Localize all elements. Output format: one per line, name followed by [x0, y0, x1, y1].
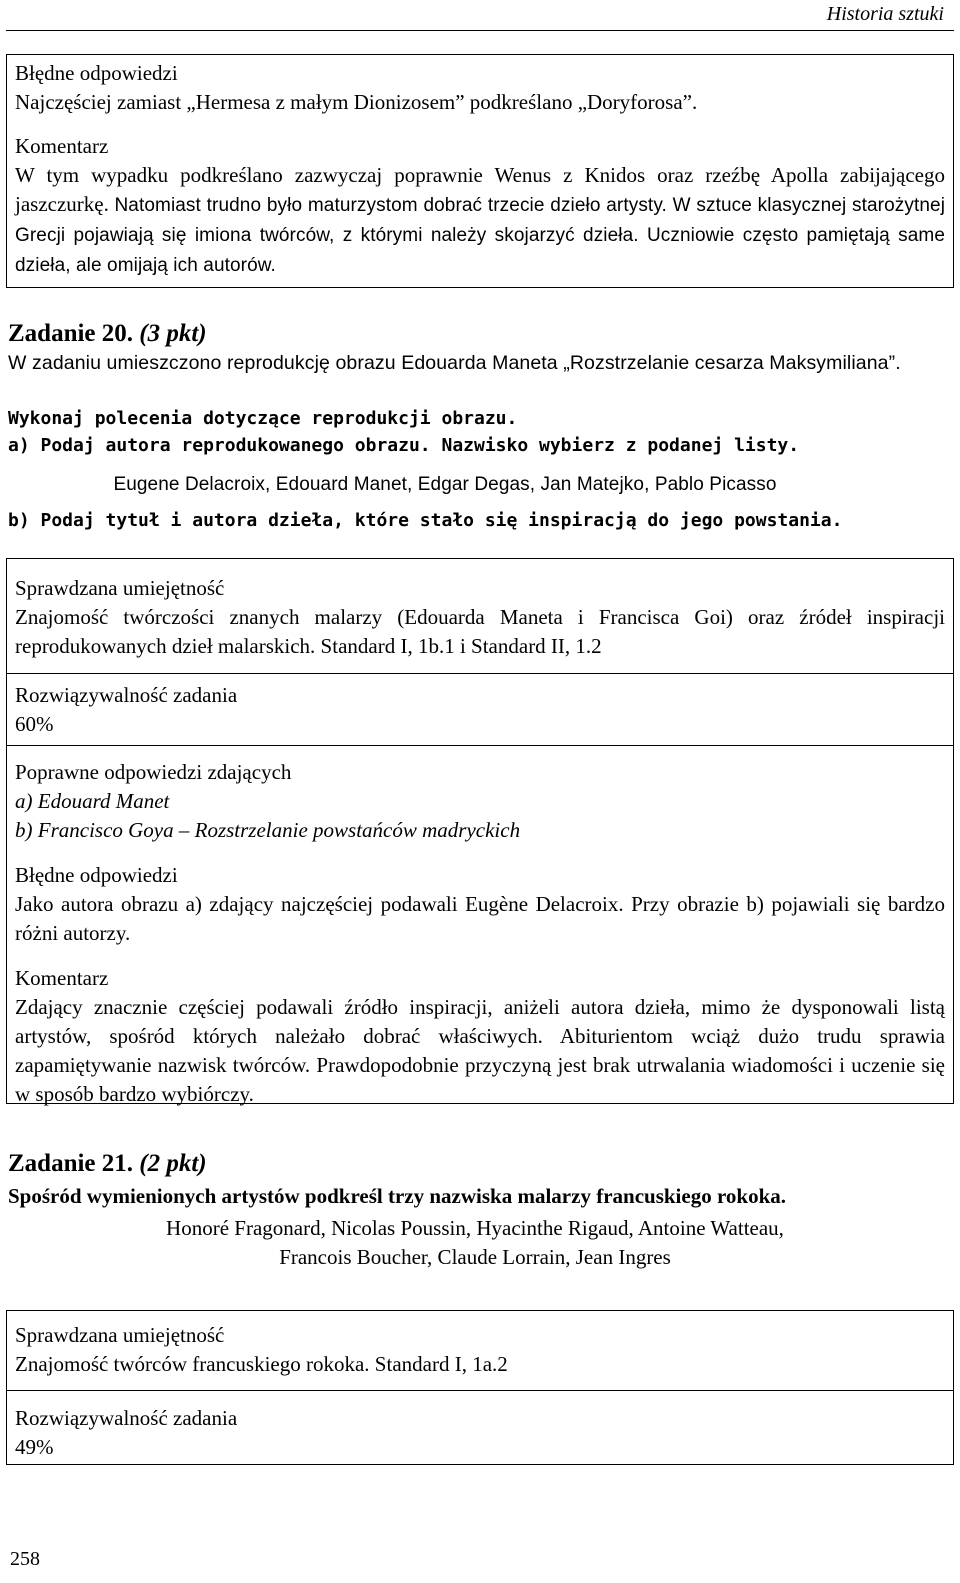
wrong-answers-text-20: Jako autora obrazu a) zdający najczęściej podawali Eugène Delacroix. Przy obrazie b) pojawiali się bardzo różni autorzy. — [15, 892, 945, 945]
header-rule — [6, 30, 954, 31]
task-21-instruction: Spośród wymienionych artystów podkreśl trzy nazwiska malarzy francuskiego rokoka. — [8, 1184, 786, 1208]
solvability-label-21: Rozwiązywalność zadania — [15, 1406, 238, 1430]
task-21-title — [8, 1148, 207, 1180]
comment-sans-part: Natomiast trudno było maturzystom dobrać trzecie dzieło artysty. W sztuce klasycznej starożytnej Grecji pojawiają się imiona twórców, z którymi należy skojarzyć dzieła. Uczniowie często pamiętają same dzieła, ale omijają ich autorów. — [15, 195, 946, 276]
task-20-part-a: a) Podaj autora reprodukowanego obrazu. Nazwisko wybierz z podanej listy. — [8, 435, 800, 456]
task-20-intro: W zadaniu umieszczono reprodukcję obrazu Edouarda Maneta „Rozstrzelanie cesarza Maksymiliana”. — [8, 352, 901, 374]
task-21-number: Zadanie 21. — [8, 1150, 134, 1177]
solvability-label: Rozwiązywalność zadania — [15, 683, 238, 707]
task-21-artists-line-2: Francois Boucher, Claude Lorrain, Jean Ingres — [279, 1245, 671, 1269]
task-20-answer-box — [6, 558, 954, 1104]
page-number: 258 — [10, 1548, 40, 1570]
wrong-answers-label-20: Błędne odpowiedzi — [15, 863, 178, 887]
task-20-title — [8, 318, 207, 350]
comment-text — [15, 161, 945, 280]
task-20-points: (3 pkt) — [139, 320, 207, 347]
task-21-artists-line-1: Honoré Fragonard, Nicolas Poussin, Hyacinthe Rigaud, Antoine Watteau, — [166, 1216, 784, 1240]
comment-label: Komentarz — [15, 134, 109, 158]
solvability-value: 60% — [15, 712, 54, 736]
skill-text-21: Znajomość twórców francuskiego rokoka. Standard I, 1a.2 — [15, 1352, 508, 1376]
task-20-artist-list: Eugene Delacroix, Edouard Manet, Edgar Degas, Jan Matejko, Pablo Picasso — [113, 474, 777, 495]
skill-text: Znajomość twórczości znanych malarzy (Edouarda Maneta i Francisca Goi) oraz źródeł inspiracji reprodukowanych dzieł malarskich. Standard I, 1b.1 i Standard II, 1.2 — [15, 605, 945, 658]
top-answer-box — [6, 54, 954, 288]
solvability-section — [7, 674, 953, 746]
task-20-number: Zadanie 20. — [8, 320, 134, 347]
answers-section — [7, 746, 953, 1109]
wrong-answers-text: Najczęściej zamiast „Hermesa z małym Dionizosem” podkreślano „Doryforosa”. — [15, 90, 698, 114]
solvability-value-21: 49% — [15, 1435, 54, 1459]
solvability-section-21 — [7, 1391, 953, 1462]
comment-label-20: Komentarz — [15, 966, 109, 990]
comment-text-20: Zdający znacznie częściej podawali źródło inspiracji, aniżeli autora dzieła, mimo że dysponowali listą artystów, spośród których należało dobrać właściwych. Abiturientom wciąż dużo trudu sprawia zapamiętywanie nazwisk twórców. Prawdopodobnie przyczyną jest brak utrwalania wiadomości i uczenie się w sposób bardzo wybiórczy. — [15, 995, 945, 1106]
skill-section-21 — [7, 1311, 953, 1391]
skill-label-21: Sprawdzana umiejętność — [15, 1323, 225, 1347]
task-20-part-b: b) Podaj tytuł i autora dzieła, które stało się inspiracją do jego powstania. — [8, 510, 843, 531]
running-header: Historia sztuki — [826, 3, 944, 25]
task-21-answer-box — [6, 1310, 954, 1465]
wrong-answers-label: Błędne odpowiedzi — [15, 61, 178, 85]
correct-answer-b: b) Francisco Goya – Rozstrzelanie powstańców madryckich — [15, 818, 521, 842]
task-21-points: (2 pkt) — [139, 1150, 207, 1177]
skill-section — [7, 559, 953, 674]
skill-label: Sprawdzana umiejętność — [15, 576, 225, 600]
correct-answers-label: Poprawne odpowiedzi zdających — [15, 760, 292, 784]
task-20-instruction: Wykonaj polecenia dotyczące reprodukcji obrazu. — [8, 408, 518, 429]
comment-serif-part: W tym wypadku podkreślano zazwyczaj poprawnie Wenus z Knidos oraz rzeźbę Apolla zabijającego jaszczurkę. — [15, 163, 945, 216]
correct-answer-a: a) Edouard Manet — [15, 789, 170, 813]
